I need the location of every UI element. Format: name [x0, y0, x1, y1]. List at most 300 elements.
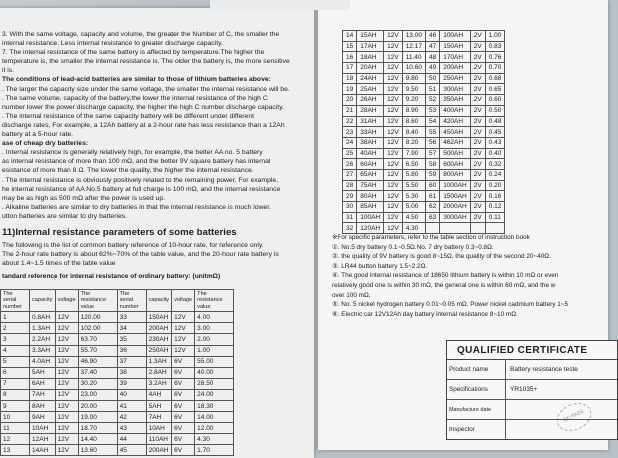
table-row — [1, 378, 234, 389]
table-cell: 0.16 — [485, 191, 505, 202]
table-cell: 55.00 — [195, 356, 234, 367]
table-cell: 31AH — [357, 116, 384, 127]
table-cell: 2V — [470, 159, 485, 170]
table-cell: 120.00 — [78, 312, 117, 323]
table-cell: 46 — [425, 31, 439, 42]
table-cell: 420AH — [440, 116, 471, 127]
table-cell: 58 — [425, 159, 439, 170]
table-cell: 5AH — [146, 400, 172, 411]
table-cell: 10.60 — [402, 63, 425, 74]
table-cell: 38 — [117, 367, 146, 378]
table-cell — [440, 223, 471, 234]
table-cell: 12V — [55, 389, 78, 400]
certificate-label: Product name — [447, 360, 506, 379]
table-cell: 45 — [117, 445, 146, 456]
table-cell: 7AH — [30, 389, 56, 400]
lead-acid-heading: The conditions of lead-acid batteries are similar to those of lithium batteries above: — [2, 76, 271, 84]
table-cell: 46.90 — [78, 356, 117, 367]
table-cell: 12V — [55, 412, 78, 423]
dry-battery-heading: ase of cheap dry batteries: — [2, 140, 89, 148]
table-cell: 5AH — [30, 367, 56, 378]
table-cell: 6V — [172, 400, 195, 411]
table-cell: 8AH — [30, 400, 56, 411]
table-cell: 1 — [1, 312, 30, 323]
table-cell: 1.3AH — [146, 356, 172, 367]
table-cell: 0.70 — [485, 63, 505, 74]
table-cell: 0.60 — [485, 95, 505, 106]
table-cell: 34 — [117, 323, 146, 334]
certificate-label: Inspector — [447, 420, 506, 439]
table-row — [343, 223, 505, 234]
table-cell: 21 — [343, 105, 357, 116]
table-cell: 12V — [384, 52, 403, 63]
table-cell: 7.90 — [402, 148, 425, 159]
table-cell: 5.30 — [402, 191, 425, 202]
table-cell: 14AH — [30, 445, 56, 456]
table-cell: 0.24 — [485, 169, 505, 180]
table-row — [343, 137, 505, 148]
note-line: ④. The good internal resistance of 18650 lithium battery is within 10 mΩ or even — [332, 272, 559, 280]
table-cell: 65AH — [357, 169, 384, 180]
text-line: 7. The internal resistance of the same battery is affected by temperature.The higher the — [2, 49, 265, 57]
table-cell: 12V — [55, 400, 78, 411]
table-row — [343, 105, 505, 116]
table-cell: 33AH — [357, 127, 384, 138]
text-line: he internal resistance of AA No.5 battery at full charge is 100 mΩ, and the internal resistance — [2, 185, 281, 193]
background-strip — [210, 0, 350, 10]
table-row — [343, 191, 505, 202]
table-cell: 2V — [470, 52, 485, 63]
table-cell: 18.70 — [78, 423, 117, 434]
col-header-capacity: capacity — [146, 290, 172, 312]
table-cell: 12V — [172, 334, 195, 345]
table-cell: 1.00 — [195, 345, 234, 356]
table-cell: 170AH — [440, 52, 471, 63]
table-cell: 6AH — [30, 378, 56, 389]
table-cell: 61 — [425, 191, 439, 202]
table-cell: 33 — [117, 312, 146, 323]
table-cell: 15 — [343, 41, 357, 52]
table-cell: 47 — [425, 41, 439, 52]
table-cell: 5.00 — [402, 202, 425, 213]
table-cell: 6V — [172, 367, 195, 378]
table-cell: 4AH — [146, 389, 172, 400]
table-cell: 18.30 — [195, 400, 234, 411]
table-cell: 12V — [55, 423, 78, 434]
certificate-row — [447, 420, 617, 439]
text-line: esistance of more than 8 Ω. The lower the quality, the higher the internal resistance. — [2, 167, 254, 175]
table-cell: 2 — [1, 323, 30, 334]
table-cell: 42 — [117, 412, 146, 423]
table-row — [1, 323, 234, 334]
table-cell: 250AH — [146, 345, 172, 356]
table-cell: 2V — [470, 63, 485, 74]
table-row — [343, 169, 505, 180]
table-cell: 19.00 — [78, 412, 117, 423]
table-cell: 9 — [1, 400, 30, 411]
table-cell: 3.00 — [195, 323, 234, 334]
table-cell: 31 — [343, 212, 357, 223]
table-cell: 100AH — [440, 31, 471, 42]
table-cell: 2V — [470, 180, 485, 191]
table-cell: 100AH — [357, 212, 384, 223]
col-header-capacity: capacity — [30, 290, 56, 312]
table-cell: 2V — [470, 169, 485, 180]
table-cell: 400AH — [440, 105, 471, 116]
certificate-value — [506, 420, 514, 439]
text-line: . Alkaline batteries are similar to dry batteries in that the internal resistance is much lower. — [2, 203, 271, 211]
table-cell: 28.50 — [195, 378, 234, 389]
text-line: . The internal resistance is obviously positively related to the remaining power. For example, — [2, 176, 279, 184]
table-cell: 8.20 — [402, 137, 425, 148]
table-cell: 15AH — [357, 31, 384, 42]
table-cell: 6 — [1, 367, 30, 378]
table-row — [343, 52, 505, 63]
table-cell: 12V — [384, 63, 403, 74]
note-line: ⑤. No. 5 nickel hydrogen battery 0.01~0.05 mΩ. Power nickel cadmium battery 1~5 — [332, 301, 569, 309]
table-cell — [425, 223, 439, 234]
table-cell: 5.50 — [402, 180, 425, 191]
table-cell: 12V — [384, 223, 403, 234]
table-cell: 462AH — [440, 137, 471, 148]
note-line: relatively good one is within 30 mΩ, the general one is within 60 mΩ, and the w — [332, 281, 556, 289]
table-cell: 12V — [384, 105, 403, 116]
table-cell: 4.0AH — [30, 356, 56, 367]
table-cell: 40AH — [357, 148, 384, 159]
table-cell: 80AH — [357, 191, 384, 202]
table-cell: 12V — [384, 84, 403, 95]
table-cell: 2V — [470, 191, 485, 202]
table-cell: 0.40 — [485, 148, 505, 159]
table-cell: 29 — [343, 191, 357, 202]
table-caption: tandard reference for internal resistance of ordinary battery: (unitmΩ) — [2, 273, 221, 281]
table-cell: 40.00 — [195, 367, 234, 378]
table-cell: 12V — [172, 345, 195, 356]
table-cell: 2V — [470, 73, 485, 84]
table-cell: 12V — [55, 312, 78, 323]
table-row — [1, 367, 234, 378]
table-cell: 9AH — [30, 412, 56, 423]
table-cell: 200AH — [440, 63, 471, 74]
text-line: number lower the power discharge capacity, the higher the high C number discharge capacity. — [2, 103, 284, 111]
table-header-row — [1, 290, 234, 312]
table-cell: 4.30 — [402, 223, 425, 234]
table-cell: 30.20 — [78, 378, 117, 389]
table-row — [343, 202, 505, 213]
certificate-title: QUALIFIED CERTIFICATE — [447, 341, 617, 360]
table-row — [343, 31, 505, 42]
table-cell: 35 — [117, 334, 146, 345]
table-cell: 59 — [425, 169, 439, 180]
table-cell: 12V — [384, 159, 403, 170]
table-cell: 12V — [172, 312, 195, 323]
certificate-row — [447, 360, 617, 380]
table-cell: 8 — [1, 389, 30, 400]
table-cell: 8.60 — [402, 116, 425, 127]
certificate-value — [506, 400, 514, 419]
table-cell: 52 — [425, 95, 439, 106]
table-cell: 12V — [55, 434, 78, 445]
table-cell: 150AH — [440, 41, 471, 52]
table-row — [1, 334, 234, 345]
table-cell: 0.68 — [485, 73, 505, 84]
table-cell: 12AH — [30, 434, 56, 445]
table-cell: 39 — [117, 378, 146, 389]
table-cell: 28 — [343, 180, 357, 191]
table-cell: 27 — [343, 169, 357, 180]
table-cell: 12V — [384, 148, 403, 159]
text-line: . Internal resistance is generally relatively high, for example, the better AA no. 5 battery — [2, 149, 263, 157]
text-line: 3. With the same voltage, capacity and volume, the greater the Number of C, the smaller the — [2, 31, 280, 38]
table-cell: 2V — [470, 116, 485, 127]
table-cell: 26 — [343, 159, 357, 170]
note-line: ①. No.5 dry battery 0.1~0.5Ω.No. 7 dry battery 0.3~0.8Ω. — [332, 243, 494, 251]
table-cell: 6V — [172, 434, 195, 445]
left-page-text — [2, 30, 312, 284]
table-cell: 800AH — [440, 169, 471, 180]
table-cell: 36 — [117, 345, 146, 356]
table-cell: 2V — [470, 84, 485, 95]
table-cell: 48 — [425, 52, 439, 63]
table-row — [1, 412, 234, 423]
table-cell: 6V — [172, 378, 195, 389]
table-cell: 0.12 — [485, 202, 505, 213]
table-cell: 11.40 — [402, 52, 425, 63]
col-header-serial: The serial number — [1, 290, 30, 312]
table-cell: 22 — [343, 116, 357, 127]
table-cell: 14.40 — [78, 434, 117, 445]
table-row — [343, 95, 505, 106]
table-row — [1, 400, 234, 411]
col-header-resistance: The resistance value — [78, 290, 117, 312]
table-cell: 3 — [1, 334, 30, 345]
table-cell: 12V — [384, 116, 403, 127]
table-cell: 2V — [470, 41, 485, 52]
table-cell: 12V — [55, 356, 78, 367]
table-cell: 0.83 — [485, 41, 505, 52]
table-cell: 3.3AH — [30, 345, 56, 356]
table-cell: 500AH — [440, 148, 471, 159]
note-line: ③. LR44 button battery 1.5~2.2Ω. — [332, 262, 428, 270]
table-cell: 17 — [343, 63, 357, 74]
col-header-voltage: voltage — [55, 290, 78, 312]
table-cell: 2V — [470, 148, 485, 159]
text-line: The following is the list of common battery reference of 10-hour rate, for reference only. — [2, 241, 264, 249]
table-row — [343, 127, 505, 138]
table-cell: 75AH — [357, 180, 384, 191]
table-cell: 12V — [55, 334, 78, 345]
table-cell: 23 — [343, 127, 357, 138]
stamp-text: QC PASS — [562, 408, 585, 424]
table-cell: 12V — [384, 169, 403, 180]
col-header-resistance: The resistance value — [195, 290, 234, 312]
table-cell: 6V — [172, 389, 195, 400]
table-cell: 12V — [55, 345, 78, 356]
table-cell: 0.8AH — [30, 312, 56, 323]
table-cell: 102.00 — [78, 323, 117, 334]
table-cell: 63 — [425, 212, 439, 223]
text-line: as internal resistance of more than 100 mΩ, and the better 9V square battery has internal — [2, 158, 271, 166]
table-cell: 2.2AH — [30, 334, 56, 345]
table-cell: 50 — [425, 73, 439, 84]
table-cell: 120AH — [357, 223, 384, 234]
table-cell: 23.00 — [78, 389, 117, 400]
table-cell: 53 — [425, 105, 439, 116]
table-cell: 12V — [384, 127, 403, 138]
table-cell: 41 — [117, 400, 146, 411]
table-cell: 26AH — [357, 95, 384, 106]
table-cell: 250AH — [440, 73, 471, 84]
table-cell: 14 — [343, 31, 357, 42]
table-cell: 2.8AH — [146, 367, 172, 378]
table-row — [343, 84, 505, 95]
table-cell: 63.70 — [78, 334, 117, 345]
table-cell: 55.70 — [78, 345, 117, 356]
table-row — [343, 116, 505, 127]
table-cell: 13.00 — [402, 31, 425, 42]
table-cell: 200AH — [146, 323, 172, 334]
table-cell: 6.50 — [402, 159, 425, 170]
table-cell: 6V — [172, 445, 195, 456]
table-cell: 0.65 — [485, 84, 505, 95]
table-cell: 54 — [425, 116, 439, 127]
table-row — [1, 445, 234, 456]
table-cell: 12V — [384, 73, 403, 84]
table-cell: 24AH — [357, 73, 384, 84]
table-cell: 230AH — [146, 334, 172, 345]
table-row — [1, 434, 234, 445]
table-cell: 2V — [470, 212, 485, 223]
table-row — [343, 212, 505, 223]
table-cell: 14.00 — [195, 412, 234, 423]
table-cell: 12V — [55, 323, 78, 334]
text-line: . The internal resistance of the same capacity battery will be different under different — [2, 112, 255, 120]
certificate-value: Battery resistance teste — [510, 366, 578, 373]
table-cell: 85AH — [357, 202, 384, 213]
table-cell: 2.00 — [195, 334, 234, 345]
table-cell: 2V — [470, 137, 485, 148]
table-cell: 20 — [343, 95, 357, 106]
resistance-table-right — [342, 30, 505, 234]
table-cell: 18 — [343, 73, 357, 84]
table-cell: 9.20 — [402, 95, 425, 106]
table-cell: 150AH — [146, 312, 172, 323]
table-cell: 2000AH — [440, 202, 471, 213]
table-cell: 24 — [343, 137, 357, 148]
table-row — [1, 389, 234, 400]
table-cell: 16 — [343, 52, 357, 63]
note-line: ※For specific parameters, refer to the table section of instruction book — [332, 234, 530, 241]
table-cell: 0.20 — [485, 180, 505, 191]
table-cell: 4.00 — [195, 312, 234, 323]
table-cell: 1000AH — [440, 180, 471, 191]
table-cell: 9.50 — [402, 84, 425, 95]
table-cell: 350AH — [440, 95, 471, 106]
table-cell: 9.80 — [402, 73, 425, 84]
table-cell: 300AH — [440, 84, 471, 95]
table-cell: 2V — [470, 31, 485, 42]
certificate-row — [447, 400, 617, 420]
text-line: about 1.4~1.5 times of the table value — [2, 260, 116, 268]
table-cell: 1.00 — [485, 31, 505, 42]
text-line: it is. — [2, 67, 15, 75]
table-cell: 12V — [384, 31, 403, 42]
table-cell: 4 — [1, 345, 30, 356]
table-row — [343, 180, 505, 191]
table-cell: 32 — [343, 223, 357, 234]
table-cell: 12V — [384, 202, 403, 213]
table-cell: 37 — [117, 356, 146, 367]
table-cell: 12 — [1, 434, 30, 445]
text-line: temperature is, the smaller the internal resistance is. The older the battery is, the more sensitive — [2, 58, 290, 66]
table-cell: 12.00 — [195, 423, 234, 434]
table-cell: 110AH — [146, 434, 172, 445]
table-row — [1, 423, 234, 434]
table-cell: 5.80 — [402, 169, 425, 180]
table-cell: 0.43 — [485, 137, 505, 148]
table-cell: 12V — [384, 137, 403, 148]
table-cell: 6V — [172, 423, 195, 434]
table-cell: 38AH — [357, 137, 384, 148]
table-cell: 2V — [470, 105, 485, 116]
table-cell: 12.17 — [402, 41, 425, 52]
table-cell: 6V — [172, 412, 195, 423]
table-cell: 12V — [55, 367, 78, 378]
table-row — [343, 159, 505, 170]
table-row — [343, 148, 505, 159]
table-cell: 44 — [117, 434, 146, 445]
col-header-serial: The serial number — [117, 290, 146, 312]
left-page — [0, 8, 314, 458]
section-title: 11)Internal resistance parameters of some batteries — [2, 226, 237, 238]
table-cell: 8.90 — [402, 105, 425, 116]
note-line: over 100 mΩ. — [332, 291, 371, 299]
note-line: ⑥. Electric car 12V12Ah day battery internal resistance 8~10 mΩ. — [332, 310, 518, 318]
resistance-table-left — [0, 289, 234, 456]
table-cell: 12V — [384, 41, 403, 52]
table-cell: 4.30 — [195, 434, 234, 445]
table-cell: 24.00 — [195, 389, 234, 400]
table-cell: 18AH — [357, 52, 384, 63]
table-cell: 60AH — [357, 159, 384, 170]
table-cell: 600AH — [440, 159, 471, 170]
table-cell: 17AH — [357, 41, 384, 52]
certificate-row — [447, 380, 617, 400]
table-row — [1, 312, 234, 323]
table-cell: 12V — [384, 95, 403, 106]
table-cell: 57 — [425, 148, 439, 159]
certificate-label: Specifications — [447, 380, 506, 399]
table-cell: 0.32 — [485, 159, 505, 170]
table-cell: 20.00 — [78, 400, 117, 411]
text-line: battery at a 5-hour rate. — [2, 131, 74, 139]
table-cell: 1.3AH — [30, 323, 56, 334]
table-cell: 0.48 — [485, 116, 505, 127]
table-cell: 60 — [425, 180, 439, 191]
text-line: internal resistance. Less internal resistance to greater discharge capacity. — [2, 40, 223, 48]
table-cell: 51 — [425, 84, 439, 95]
table-cell: 37.40 — [78, 367, 117, 378]
table-cell: 56 — [425, 137, 439, 148]
table-cell: 10 — [1, 412, 30, 423]
table-cell — [485, 223, 505, 234]
table-row — [343, 63, 505, 74]
table-cell: 1500AH — [440, 191, 471, 202]
table-cell — [470, 223, 485, 234]
table-row — [1, 345, 234, 356]
table-cell: 0.50 — [485, 105, 505, 116]
table-cell: 7AH — [146, 412, 172, 423]
